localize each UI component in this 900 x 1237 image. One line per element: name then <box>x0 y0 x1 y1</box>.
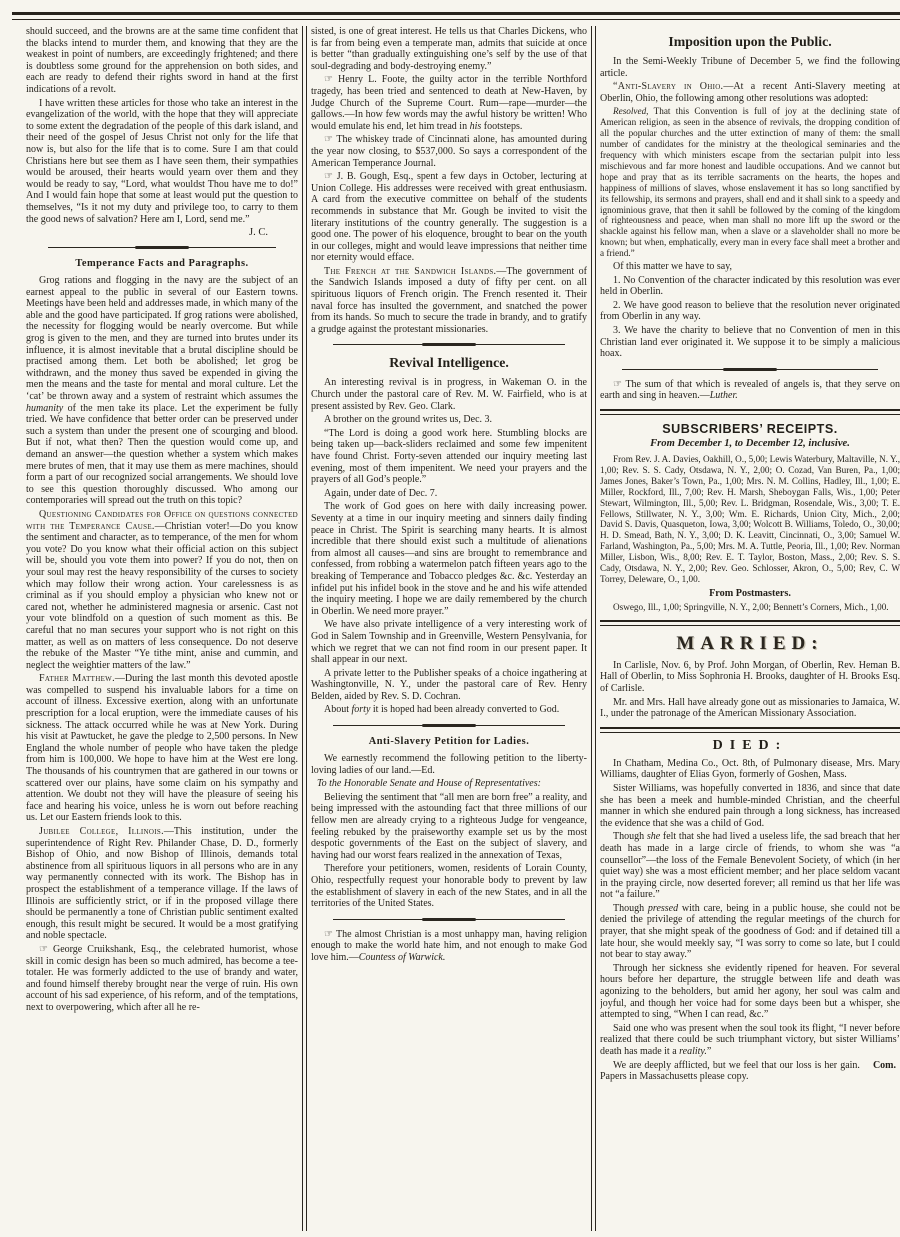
divider-ornament <box>333 917 565 922</box>
paragraph: ☞ Henry L. Foote, the guilty actor in the terrible Northford tragedy, has been tried and sentenced to death at New-Haven, by Judge Church of the Supreme Court. Rum—rape—murder—the gallows.—In how few words may the awful history be written! Who would emulate his end, let him tread in his footsteps. <box>311 74 587 132</box>
signature: J. C. <box>249 227 268 239</box>
paragraph: Though pressed with care, being in a public house, she could not be denied the privilege of attending the regular meetings of the church for prayer, that she might speak of the goodness of God: and if detained till a late hour, she would meekly say, “I was sorry to come so late, but I could not bear to stay away.” <box>600 902 900 961</box>
heading-temperance-facts: Temperance Facts and Paragraphs. <box>75 258 249 270</box>
paragraph: 2. We have good reason to believe that the resolution never originated from Oberlin in any way. <box>600 299 900 323</box>
paragraph: Questioning Candidates for Office on questions connected with the Temperance Cause.—Christian voter!—Do you know the sentiment and character, as to temperance, of the men for whom you vote? Do you know what their official action on this subject will be, should you vote them into power? If you do not, then on your soul may rest the heavy responsibility of the curses to society which may follow their wrong action. Your carelessness is as criminal as if you should employ a physician who knew not or cared not, whether he administered magnesia or arsenic. Cast not your vote blindfold on a question of such moment as this. Be careful that no man secures your support who is not right on this matter, as well as on matters of less consequence. Do not deserve the rebuke of the Master “Ye tithe mint, anise and cummin, and neglect the weightier matters of the law.” <box>26 508 298 671</box>
column-3 <box>600 26 900 1231</box>
divider-lens-icon <box>422 343 476 346</box>
heading-revival-intelligence: Revival Intelligence. <box>389 355 509 371</box>
paragraph: In the Semi-Weekly Tribune of December 5, we find the following article. <box>600 56 900 79</box>
paragraph: ☞ George Cruikshank, Esq., the celebrated humorist, whose skill in comic design has been so much admired, has become a tee-totaler. He was formerly addicted to the use of brandy and water, and found himself thereby brought near the verge of ruin. His own account of his sad experience, of his reform, and of the temptations, next to overpowering, which after all he re- <box>26 943 298 1013</box>
divider-lens-icon <box>422 918 476 921</box>
divider-ornament <box>48 245 276 250</box>
paragraph: We have also private intelligence of a very interesting work of God in Salem Township and in Greenville, Western Pensylvania, for which we regret that we can not find room in our present paper. It shall appear in our next. <box>311 619 587 666</box>
double-rule <box>600 620 900 626</box>
paragraph: ☞ The sum of that which is revealed of angels is, that they serve on earth and sing in heaven.—Luther. <box>600 378 900 402</box>
paragraph: I have written these articles for those who take an interest in the evangelization of the world, with the hope that they will appreciate to some extent the degradation of the people of this dark island, and their need of the gospel of Jesus Christ not only for the life that now is, but also for the life that is to come. Sure I am that could Christians here but see them as I have seen them, their sympathies would be aroused, their hearts would yearn over them and they would be ready to say, “Lord, what wouldst Thou have me to do!” And I would fain hope that some at least would put the question to themselves, “Is it not my duty and privilege too, to carry to them the good news of salvation? Here am I, Lord, send me.” <box>26 97 298 225</box>
paragraph-continued: should succeed, and the browns are at the same time confident that the blacks intend to murder them, and knowing that they are the weakest in point of numbers, are exceedingly frightened; and there is doubtless some ground for the apprehension on both sides, and each are ready to defend their rights sword in hand at the first indications of a revolt. <box>26 26 298 95</box>
attribution: Com. <box>872 1059 896 1071</box>
paragraph: Sister Williams, was hopefully converted in 1836, and since that date she has been a meek and humble-minded Christian, and the cheerful manner in which she endured pain through a long sickness, has increased the evidence that she was a child of God. <box>600 782 900 829</box>
paragraph: We earnestly recommend the following petition to the liberty-loving ladies of our land.—Ed. <box>311 753 587 776</box>
paragraph: In Carlisle, Nov. 6, by Prof. John Morgan, of Oberlin, Rev. Heman B. Hall of Oberlin, to Miss Sophronia H. Brooks, daughter of H. Brooks Esq. of Carlisle. <box>600 659 900 694</box>
heading-died: DIED: <box>712 737 788 753</box>
paragraph: The work of God goes on here with daily increasing power. Seventy at a time in our inquiry meeting and sinners daily finding peace in Christ. The Spirit is searching many hearts. It is almost incredible that there should exist such a multitude of alienations from almost all causes—and sins are brought to remembrance and confessed, from robbing a watermelon patch fifteen years ago to the breaking of Temperance and Tobacco pledges &c. &c. Yesterday an infidel put his infidel book in the stove and he and his wife attended the inquiry meeting. I hope we are daily remembered by the church in Oberlin. We need more prayer.” <box>311 501 587 617</box>
column-divider-rule <box>591 26 596 1231</box>
paragraph: 3. We have the charity to believe that no Convention of men in this Christian land ever originated it. We suppose it to be simply a malicious hoax. <box>600 325 900 360</box>
paragraph: An interesting revival is in progress, in Wakeman O. in the Church under the pastoral care of Rev. M. W. Fairfield, who is at present assisted by Rev. Geo. Clark. <box>311 377 587 412</box>
paragraph: “The Lord is doing a good work here. Stumbling blocks are being taken up—back-sliders reclaimed and some few impenitent have found Christ. Forty-seven attended our inquiry meeting last evening, most of them impenitent. We need your prayers and the prayers of all God’s people.” <box>311 427 587 486</box>
divider-ornament <box>622 367 878 372</box>
small-caps-lead: “Anti-Slavery in Ohio. <box>613 81 724 93</box>
masthead-bottom-rule <box>12 12 900 20</box>
paragraph: Through her sickness she evidently ripened for heaven. For several hours before her departure, the struggle between life and death was agonizing to the beholders, but amid her agony, her soul was calm and joyful, and though her voice had for some days been but a whisper, she attempted to sing, “When I can read, &c.” <box>600 962 900 1021</box>
paragraph: Though she felt that she had lived a useless life, the sad breach that her death has made in a large circle of friends, to whom she was “a counsellor”—the loss of the Female Benevolent Society, of which (in her quiet way) she was a most efficient member; and her place seldom vacant in the praying circle, now deserted forever; all remind us that her life was not “a failure.” <box>600 831 900 901</box>
heading-from-postmasters: From Postmasters. <box>709 587 791 599</box>
heading-subscribers-receipts: SUBSCRIBERS’ RECEIPTS. <box>662 422 838 436</box>
heading-imposition: Imposition upon the Public. <box>668 34 832 49</box>
paragraph: Therefore your petitioners, women, residents of Lorain County, Ohio, respectfully request your honorable body to prevent by law the establishment of slavery in each of the new States, and in all the territories of the United States. <box>311 863 587 910</box>
divider-ornament <box>333 342 565 347</box>
paragraph: “Anti-Slavery in Ohio.—At a recent Anti-Slavery meeting at Oberlin, Ohio, the following among other resolutions was adopted: <box>600 81 900 104</box>
small-caps-lead: Father Matthew. <box>39 673 115 685</box>
paragraph: 1. No Convention of the character indicated by this resolution was ever held in Oberlin. <box>600 274 900 298</box>
divider-lens-icon <box>422 724 476 727</box>
paragraph: Of this matter we have to say, <box>613 261 733 273</box>
small-caps-lead: The French at the Sandwich Islands. <box>324 265 497 277</box>
paragraph: ☞ J. B. Gough, Esq., spent a few days in October, lecturing at Union College. His addresses were received with great enthusiasm. A card from the executive committee on behalf of the students recommends in substance that Mr. Gough be invited to visit the literary institutions of the country generally. The suggestion is a good one. The power of his eloquence, brought to bear on the youth in our colleges, might and would leave impressions that neither time nor eternity would efface. <box>311 171 587 264</box>
divider-lens-icon <box>135 246 189 249</box>
paragraph: Grog rations and flogging in the navy are the subject of an earnest appeal to the public in several of our Eastern towns. Meetings have been held and addresses made, in which many of the able and the good have participated. If grog rations were abolished, the necessity for flogging would be nearly overcome. But while grog is given to the men, and they are turned into brutes under its influence, it is almost inevitable that a brutal discipline should be practised among them. Let both be abolished; let grog be withdrawn, and the money thus saved be expended in giving the men the means and the taste for mental and moral culture. Let the ‘cat’ be thrown away and a system of restraint which assumes the humanity of the men take its place. Let the experiment be fully tried. We have confidence that better order can be preserved under such a system than under the present one of scourging and blood. But if not, what then? Then the question would come up, and demand an answer—the question whether a system which makes mere brutes of men, that it may use them as mere machines, should form a part of our recognized social arrangements. We should love to see this question thoroughly discussed. Who among our contemporaries will spread out the truth on this topic? <box>26 275 298 507</box>
paragraph: Again, under date of Dec. 7. <box>324 487 438 499</box>
paragraph: ☞ The whiskey trade of Cincinnati alone, has amounted during the year now closing, to $537,000. So says a correspondent of the American Temperance Journal. <box>311 134 587 169</box>
paragraph: In Chatham, Medina Co., Oct. 8th, of Pulmonary disease, Mrs. Mary Williams, daughter of Elias Gyon, formerly of Goshen, Mass. <box>600 757 900 781</box>
paragraph-continued: sisted, is one of great interest. He tells us that Charles Dickens, who is far from being even a temperate man, admits that suicide at once is better “than gradually extinguishing one’s self by the use of that soul-degrading and body-destroying enemy.” <box>311 26 587 72</box>
paragraph: The French at the Sandwich Islands.—The government of the Sandwich Islands imposed a duty of fifty per cent. on all spirituous liquors of French origin. The French resented it. Their naval force has insulted the government, and snatched the power from its hands. So much to secure the trade in brandy, and to gratify a grudge against the protestant missionaries. <box>311 265 587 335</box>
paragraph: Said one who was present when the soul took its flight, “I never before realized that there could be such triumphant victory, but sister Williams’ death has made it a reality.” <box>600 1022 900 1057</box>
divider-lens-icon <box>723 368 777 371</box>
column-1 <box>26 26 298 1231</box>
paragraph: Mr. and Mrs. Hall have already gone out as missionaries to Jamaica, W. I., under the patronage of the American Missionary Association. <box>600 696 900 720</box>
paragraph: About forty it is hoped had been already converted to God. <box>324 704 560 716</box>
paragraph: Jubilee College, Illinois.—This institution, under the superintendence of Right Rev. Philander Chase, D. D., formerly Bishop of Ohio, and now Bishop of Illinois, demands total abstinence from all spirituous liquors in all persons who are in any way permanently connected with its work. The Bishop has in prospect the establishment of a temperance village. If the laws of Illinois are sufficiently strict, or if in the proposed village there should be permanently a tone of Christian public sentiment exalted enough, this result might be secured. It would be a most gratifying and noble spectacle. <box>26 826 298 942</box>
paragraph: A private letter to the Publisher speaks of a choice ingathering at Washingtonville, N. Y., under the pastoral care of Rev. Henry Belden, aided by Rev. S. D. Cochran. <box>311 667 587 702</box>
paragraph: A brother on the ground writes us, Dec. 3. <box>324 414 493 426</box>
paragraph: Com. We are deeply afflicted, but we feel that our loss is her gain. Papers in Massachusetts please copy. <box>600 1060 900 1083</box>
heading-married: MARRIED: <box>676 632 824 654</box>
double-rule <box>600 727 900 733</box>
paragraph: ☞ The almost Christian is a most unhappy man, having religion enough to make the world hate him, and not enough to make God love him.—Countess of Warwick. <box>311 928 587 963</box>
column-layout <box>26 26 900 1231</box>
divider-ornament <box>333 723 565 728</box>
small-caps-lead: Jubilee College, Illinois. <box>39 826 164 837</box>
small-caps-lead: Questioning Candidates for Office on questions connected with the Temperance Cause. <box>26 508 298 532</box>
receipts-date-range: From December 1, to December 12, inclusive. <box>650 438 850 449</box>
paragraph: Resolved, That this Convention is full of joy at the declining state of American religion, as seen in the absence of revivals, the dropping condition of all the popular churches and the utter extinction of many of them: the small number of candidates for the ministry at the theological seminaries and the frequency with which ministers escape from the sectarian pulpit into less mischievous and far more honest and laudible occupations. And we cannot but hope and pray that as its terrible sacraments on the hearts, the hopes and happiness of millions of slaves, whose enslavement it has so long sanctified by its fellowship, its sermons and prayers, shall end and it shall sink to a speedy and ignominious grave, that then it sahll be followed by the coming of the kingdom of righteousness and peace, when man shall no more lift up the sword or the shackle against his fellow man, when a slave or a slaveholder shall no more be known; but when, emphatically, every man in every face shall meet a brother and a friend.” <box>600 106 900 259</box>
column-divider-rule <box>302 26 307 1231</box>
paragraph: Father Matthew.—During the last month this devoted apostle was compelled to suspend his invaluable labors for a time on account of illness. Excessive exertion, along with an unfortunate prescription for a local eruption, were the immediate causes of his sickness. The attack occurred while he was at New York. During his visit at Pawtucket, he gave the pledge to 2,500 persons. In New England the whole number of people who have taken the pledge from him is 100,000. We hope to have him at the West ere long. The thousands of his countrymen that are gathered in our towns or scattered over our plains, have some claim on his sympathy and attention. We doubt not they will have the pleasure of seeing his face and hearing his voice, unless he is worn out before reaching us. Let our Eastern friends look to this. <box>26 673 298 824</box>
petition-salutation: To the Honorable Senate and House of Representatives: <box>317 778 541 790</box>
heading-anti-slavery-petition: Anti-Slavery Petition for Ladies. <box>368 736 530 748</box>
paragraph: Oswego, Ill., 1,00; Springville, N. Y., 2,00; Bennett’s Corners, Mich., 1,00. <box>613 601 889 612</box>
paragraph: Believing the sentiment that “all men are born free” a reality, and being impressed with the astounding fact that three millions of our fellow men are already crying to a righteous Judge for vengeance, feeling rebuked by the praiseworthy example set us by the most despotic governments of the East on the subject of slavery, and having had our worst fears realized in the annexation of Texas, <box>311 791 587 861</box>
column-2 <box>311 26 587 1231</box>
paragraph: From Rev. J. A. Davies, Oakhill, O., 5,00; Lewis Waterbury, Maltaville, N. Y., 1,00; Rev. S. S. Cady, Otsdawa, N. Y., 2,00; O. Cozad, Van Buren, Pa., 1,00; James Jones, Baker’s Town, Pa., 1,00; Mrs. N. M. Collins, Hadley, Ill., 1,00; E. Miller, Rockford, Ill., 7,00; Rev. H. Marsh, Sheboygan Falls, Wis., 1,00; Peter Stewart, Wilmington, Ill., 5,00; Rev. L. Bridgman, Rosendale, Wis., 3,00; T. E. Fellows, Stillwater, N. Y., 3,00; Wm. E. Richards, Union City, Mich., 2,00; David S. Davis, Quasqueton, Iowa, 3,00; Wolcott B. Williams, Toledo, O., 30,00; H. D. Smead, Bath, N. Y., 3,00; D. K. Leavitt, Cincinnati, O., 3,00; Samuel W. Farland, Washington, Pa., 5,00; Mrs. M. A. Tuttle, Peoria, Ill., 1,00; Rev. Norman Miller, Lisbon, Wis., 8,00; Rev. E. T. Taylor, Boston, Mass., 2,00; Rev. S. S. Cady, Otsdawa, N. Y., 2,00; Rev. Geo. Schlosser, Akron, O., 5,00; Rev, C. W Torrey, Deleware, O., 1,00. <box>600 454 900 584</box>
double-rule <box>600 409 900 415</box>
